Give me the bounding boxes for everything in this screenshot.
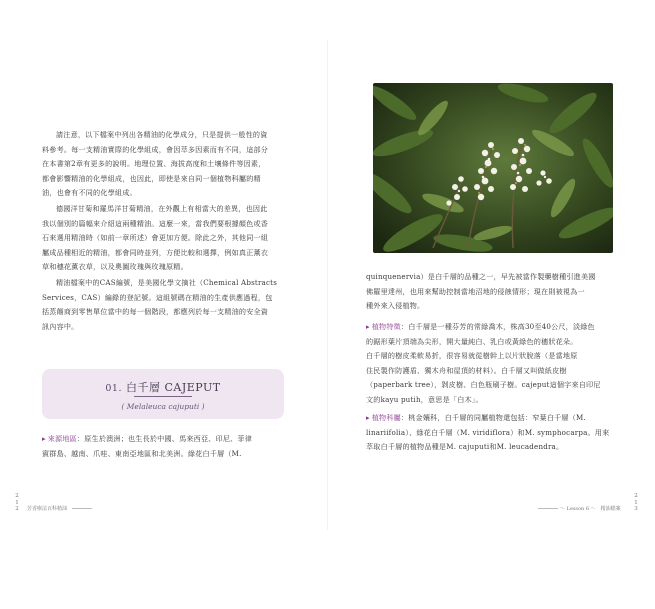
origin-paragraph [42,432,287,461]
text-line: 都會影響精油的化學組成，也因此，即使是來自同一個植物科屬的精 [42,173,261,183]
chamomile-paragraph [42,202,284,275]
text-line: （paperbark tree），剝皮樹、白色瓶刷子樹。cajeput這個字來自印尼 [366,380,601,390]
left-page [0,0,327,609]
footer-section-title: ～ Lesson 6 ～ 精油檔案 [560,506,621,512]
folio-digit: 1 [634,499,638,506]
section-name: 白千層 CAJEPUT [125,381,221,394]
origin-text: ：原生於澳洲；也生長於中國、馬來西亞、印尼、菲律 [76,434,253,443]
text-line: 括蒸餾商到零售單位當中的每一個階段，都應列於每一支精油的安全資 [42,307,269,317]
text-line: 我以個別的篇幅來介紹這兩種精油。這麼一來，當我們要根據顏色或香 [42,218,269,228]
text-line [42,432,287,447]
folio-digit: 2 [15,506,19,512]
text-line: 石來選用精油時（如前一章所述）會更加方便。除此之外，其他同一組 [42,233,269,243]
text-line: 在本書第2章有更多的說明。地理位置、海拔高度和土壤條件等因素， [42,159,266,169]
page-number-right [633,493,639,513]
family-label: 植物科屬 [371,413,401,422]
text-line: linariifolia）、綠花白千層（M. viridiflora）和M. symphocarpa。用來 [366,427,610,437]
pointer-icon: ▸ [366,322,370,331]
pointer-icon: ▸ [366,413,370,422]
intro-paragraph [42,128,284,201]
features-paragraph [366,320,616,408]
family-text: ：桃金孃科，白千層的同屬植物還包括：窄葉白千層（M. [400,413,586,422]
footer-book-title: 芳香療法百科精油 [27,506,68,512]
page-number-left [14,493,20,513]
continuation-paragraph [366,270,616,314]
text-line [366,320,616,335]
text-line: 訊內容中。 [42,321,79,331]
text-line [366,411,616,426]
features-label: 植物特徵 [371,322,401,331]
text-line: 屬成品種相近的精油，都會同時並列，方便比較和選擇，例如真正薰衣 [42,247,269,257]
text-line: Services，CAS）編錄的登記號。這組號碼在精油的生產供應過程，包 [42,292,273,302]
origin-label: 來源地區 [47,434,77,443]
text-line: 白千層的樹皮柔軟易折，很容易就從樹幹上以片狀脫落（是當地原 [366,351,578,361]
section-divider [134,396,192,397]
family-paragraph [366,411,616,455]
text-line: 精油檔案中的CAS編號，是美國化學文摘社（Chemical Abstracts [56,278,278,287]
text-line: 草和穗花薰衣草，以及奧圖玫瑰與玫瑰原精。 [42,262,188,272]
text-line: 萃取白千層的植物品種是M. cajuputi和M. leucadendra。 [366,442,564,452]
text-line: 油，也會有不同的化學組成。 [42,188,137,198]
text-line: 文的kayu putih，意思是「白木」。 [366,394,483,404]
folio-digit: 1 [15,499,19,506]
cas-paragraph [42,276,284,334]
text-line: 德國洋甘菊和羅馬洋甘菊精油，在外觀上有相當大的差異，也因此 [56,204,268,213]
features-text: ：白千層是一種芬芳的常綠喬木，株高30至40公尺，淡綠色 [400,322,595,331]
text-line: 料參考。每一支精油實際的化學組成，會因萃多因素而有不同，這部分 [42,144,269,154]
right-page [328,0,655,609]
pointer-icon: ▸ [42,434,46,443]
text-line: quinquenervia）是白千層的品種之一，早先被當作製藥樹種引進美國 [366,272,596,281]
footer-rule-right [538,508,558,509]
text-line: 的鋸形葉片頂端為尖形，開大量純白、乳白或黃綠色的穗狀花朵。 [366,336,578,346]
folio-digit: 3 [634,506,638,512]
section-number: 01. [105,383,122,394]
folio-digit: 2 [634,493,638,499]
section-latin-name: ( Melaleuca cajuputi ) [121,402,205,411]
text-line: 請注意，以下檔案中列出各精油的化學成分，只是提供一般性的資 [56,130,268,139]
text-line: 賓群島、越南、爪哇、東南亞地區和北美洲。綠花白千層（M. [42,448,242,458]
text-line: 佛羅里達州，也用來幫助控制當地沼地的侵蝕情形；現在則被視為一 [366,286,585,296]
section-header-cajeput [42,369,284,419]
folio-digit: 2 [15,493,19,499]
text-line: 住民製作防護盾、獨木舟和屋頂的材料）。白千層又叫做紙皮樹 [366,365,567,375]
section-title [42,379,284,395]
footer-rule-left [72,508,92,509]
text-line: 種外來入侵植物。 [366,301,425,311]
